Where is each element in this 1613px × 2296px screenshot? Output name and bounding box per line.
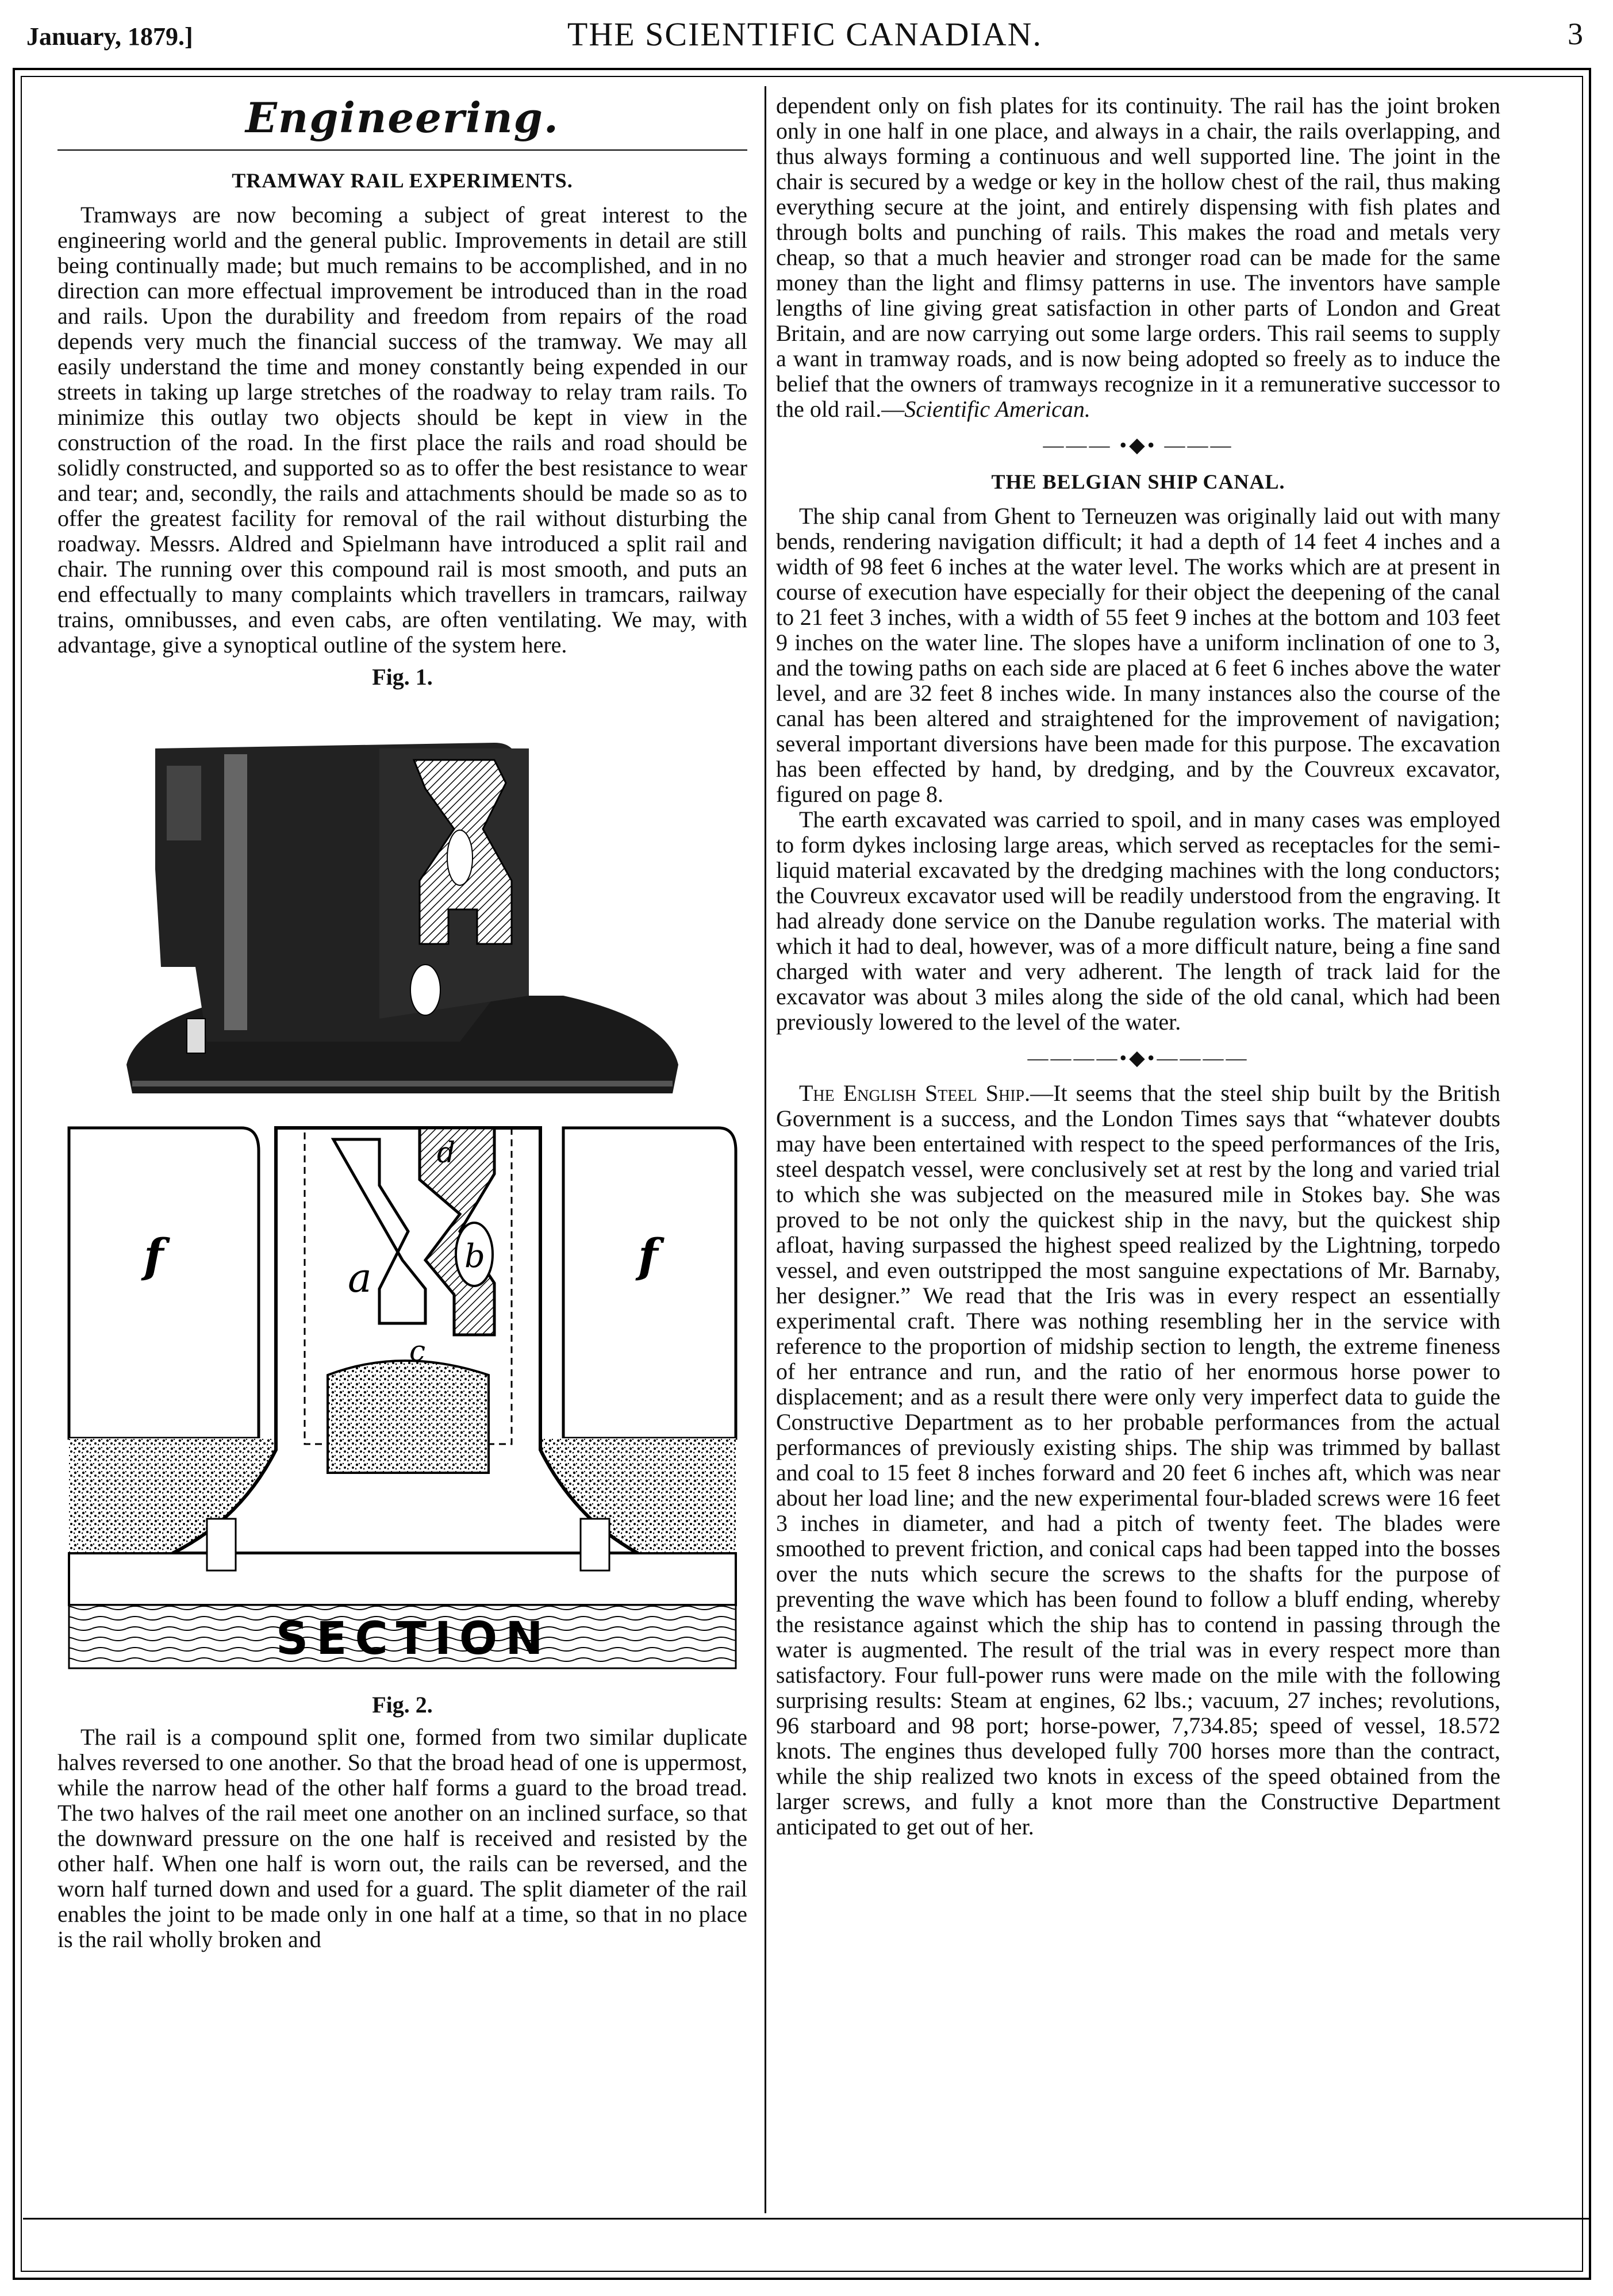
page-number: 3 — [1568, 17, 1583, 51]
fig2-label-c: c — [409, 1334, 426, 1368]
steel-ship-lead: The English Steel Ship. — [799, 1080, 1031, 1106]
figure-1-caption: Fig. 1. — [372, 664, 433, 690]
steel-ship-paragraph — [776, 1081, 1500, 1840]
canal-paragraph-2: The earth excavated was carried to spoil, and in many cases was employed to form dykes inclosing large areas, which served as receptacles for the semi-liquid material excavated by the dredging machines with the long conductors; the Couvreux excavator used will be readily understood from the engraving. It had already done service on the Danube regulation works. The material with which it had to deal, however, was of a more difficult nature, being a fine sand charged with water and very adherent. The length of track laid for the excavator was about 3 miles along the side of the old canal, which had been previously lowered to the level of the water. — [776, 807, 1500, 1035]
canal-paragraph-1: The ship canal from Ghent to Terneuzen was originally laid out with many bends, rendering navigation difficult; it had a depth of 14 feet 4 inches and a width of 98 feet 6 inches at the water level. The works which are at present in course of execution have especially for their object the deepening of the canal to 21 feet 3 inches, with a width of 55 feet 9 inches at the bottom and 103 feet 9 inches on the water line. The slopes have a uniform inclination of one to 3, and the towing paths on each side are placed at 6 feet 6 inches above the water level, and are 32 feet 8 inches wide. In many instances also the course of the canal has been altered and straightened for the improvement of navigation; several important diversions have been made for this purpose. The excavation has been effected by hand, by dredging, and by the Couvreux excavator, figured on page 8. — [776, 503, 1500, 807]
issue-date: January, 1879.] — [26, 22, 193, 51]
fig2-label-f-right: f — [638, 1228, 658, 1283]
column-divider — [765, 86, 766, 2213]
tramway-continued-text: dependent only on fish plates for its continuity. The rail has the joint broken only in one half in one place, and always in a chair, the rails overlapping, and thus always forming a continuous and well supported line. The joint in the chair is secured by a wedge or key in the hollow chest of the rail, thus making everything secure at the joint, and entirely dispensing with fish plates and through bolts and punching of rails. This makes the road and metals very cheap, so that a much heavier and stronger road can be made for the same money than the light and flimsy patterns in use. The inventors have sample lengths of line giving great satisfaction in other parts of London and Great Britain, and are now carrying out some large orders. This rail seems to supply a want in tramway roads, and is now being adopted so freely as to induce the belief that the owners of tramways recognize in it a remunerative successor to the old rail. — [776, 93, 1500, 422]
figure-2-caption: Fig. 2. — [372, 1692, 433, 1718]
ornament-rule-2: ————•◆•———— — [1027, 1046, 1249, 1069]
fig2-label-b: b — [464, 1238, 485, 1275]
figure-1-rail-chair — [57, 697, 747, 1111]
left-column — [57, 92, 747, 1952]
fig2-section-label: SECTION — [276, 1613, 551, 1665]
article-title-canal: THE BELGIAN SHIP CANAL. — [991, 470, 1285, 493]
fig2-label-f-left: f — [144, 1228, 164, 1283]
fig2-label-a: a — [348, 1254, 372, 1301]
ornament-rule-1: ——— •◆• ——— — [1043, 433, 1234, 456]
fig2-paving-left — [69, 1128, 259, 1438]
running-head — [23, 10, 1587, 62]
tramway-paragraph-1: Tramways are now becoming a subject of great interest to the engineering world and the general public. Improvements in detail are still being continually made; but much remains to be accomplished, and in no direction can more effectual improvement be introduced than in the road and rails. Upon the durability and freedom from repairs of the road depends very much the financial success of the tramway. We may all easily understand the time and money constantly being expended in our streets in taking up large stretches of the roadway to relay tram rails. To minimize this outlay two objects should be kept in view in the construction of the road. In the first place the rails and road should be solidly constructed, and supported so as to offer the best resistance to wear and tear; and, secondly, the rails and attachments should be made so as to offer the greatest facility for removal of the rail without disturbing the roadway. Messrs. Aldred and Spielmann have introduced a split rail and chair. The running over this compound rail is most smooth, and puts an end effectually to many complaints which travellers in tramcars, railway trains, omnibusses, and even cabs, are often ventilating. We may, with advantage, give a synoptical outline of the system here. — [57, 202, 747, 658]
article-title-tramway: TRAMWAY RAIL EXPERIMENTS. — [232, 169, 573, 192]
section-heading: Engineering. — [245, 93, 559, 142]
steel-ship-text: —It seems that the steel ship built by the British Government is a success, and the London Times says that “whatever doubts may have been entertained with respect to the speed performances of the Iris, steel despatch vessel, were conclusively set at rest by the long and varied trial to which she was subjected on the measured mile in Stokes bay. She was proved to be not only the quickest ship in the navy, but the quickest ship afloat, having surpassed the highest speed realized by the Lightning, torpedo vessel, and even outstripped the most sanguine expectations of Mr. Barnaby, her designer.” We read that the Iris was in every respect an essentially experimental craft. There was nothing resembling her in the service with reference to the proportion of midship section to length, the extreme fineness of her entrance and run, and the ratio of her enormous horse power to displacement; and as a result there were only very imperfect data to guide the Constructive Department as to her probable performances from the actual performances of previously existing ships. The ship was trimmed by ballast and coal to 15 feet 8 inches forward and 20 feet 6 inches aft, which was near about her load line; and the new experimental four-bladed screws were 16 feet 3 inches in diameter, and had a pitch of twenty feet. The blades were smoothed to prevent friction, and conical caps had been tapped into the bosses over the nuts which secure the screws to the shafts for the purpose of preventing the wave which has been found to follow a bluff ending, whereby the resistance against which the ship has to contend in passing through the water is augmented. The result of the trial was in every respect more than satisfactory. Four full-power runs were made on the mile with the following surprising results: Steam at engines, 62 lbs.; vacuum, 27 inches; revolutions, 96 starboard and 98 port; horse-power, 7,734.85; speed of vessel, 18.572 knots. The engines thus developed fully 700 horses more than the contract, while the ship realized two knots in excess of the speed obtained from the larger screws, and fully a knot more than the Constructive Department anticipated to get out of her. — [776, 1080, 1500, 1840]
tramway-paragraph-2: The rail is a compound split one, formed from two similar duplicate halves reversed to one another. So that the broad head of one is uppermost, while the narrow head of the other half forms a guard to the broad tread. The two halves of the rail meet one another on an inclined surface, so that the downward pressure on the one half is received and resisted by the other half. When one half is worn out, the rails can be reversed, and the worn half turned down and used for a guard. The split diameter of the rail enables the joint to be made only in one half at a time, so that in no place is the rail wholly broken and — [57, 1724, 747, 1952]
fig2-label-d: d — [437, 1136, 456, 1169]
bottom-rule — [23, 2218, 1590, 2220]
journal-title: THE SCIENTIFIC CANADIAN. — [567, 16, 1043, 53]
fig2-paving-right — [563, 1128, 736, 1438]
tramway-credit: Scientific American. — [904, 396, 1090, 422]
fig2-sleeper — [69, 1553, 736, 1605]
figure-2-section — [57, 1116, 747, 1685]
right-column — [776, 93, 1500, 1840]
section-rule — [57, 149, 747, 151]
tramway-continued: dependent only on fish plates for its continuity. The rail has the joint broken only in one half in one place, and always in a chair, the rails overlapping, and thus always forming a continuous and well supported line. The joint in the chair is secured by a wedge or key in the hollow chest of the rail, thus making everything secure at the joint, and entirely dispensing with fish plates and through bolts and punching of rails. This makes the road and metals very cheap, so that a much heavier and stronger road can be made for the same money than the light and flimsy patterns in use. The inventors have sample lengths of line giving great satisfaction in other parts of London and Great Britain, and are now carrying out some large orders. This rail seems to supply a want in tramway roads, and is now being adopted so freely as to induce the belief that the owners of tramways recognize in it a remunerative successor to the old rail.—Scientific American. — [776, 93, 1500, 422]
